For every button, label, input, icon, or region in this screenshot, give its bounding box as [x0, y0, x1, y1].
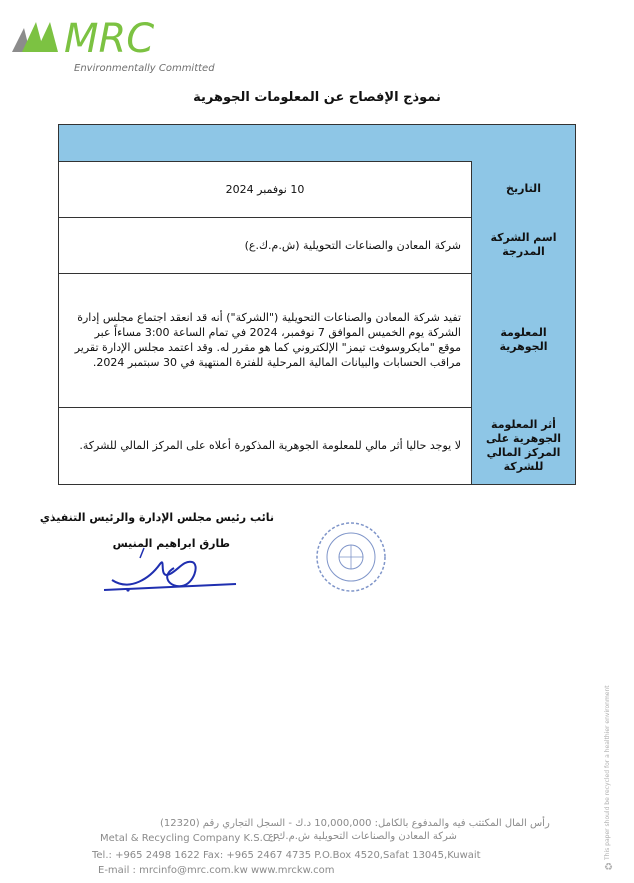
table-row-company — [59, 217, 575, 274]
footer-company-en: Metal & Recycling Company K.S.C.P. — [100, 833, 281, 844]
footer-web: E-mail : mrcinfo@mrc.com.kw www.mrckw.com — [98, 865, 335, 876]
logo-wordmark: MRC — [64, 16, 155, 58]
table-header-band — [59, 125, 575, 162]
table-row-financial-impact — [59, 407, 575, 484]
company-value: شركة المعادن والصناعات التحويلية (ش.م.ك.ع) — [244, 238, 461, 252]
footer-contact: Tel.: +965 2498 1622 Fax: +965 2467 4735 P.O.Box 4520,Safat 13045,Kuwait — [92, 850, 481, 861]
date-value: 10 نوفمبر 2024 — [225, 182, 305, 196]
company-stamp — [314, 520, 388, 594]
recycled-note: This paper should be recycled for a healthier environment — [604, 685, 611, 860]
table-row-material-info — [59, 273, 575, 408]
page-title: نموذج الإفصاح عن المعلومات الجوهرية — [193, 90, 441, 105]
footer-company-ar: شركة المعادن والصناعات التحويلية ش.م.ك.ع — [268, 831, 457, 842]
mrc-logo — [10, 14, 190, 58]
financial-impact-value: لا يوجد حاليا أثر مالي للمعلومة الجوهرية المذكورة أعلاه على المركز المالي للشركة. — [79, 439, 461, 452]
financial-impact-label: أثر المعلومة الجوهرية على المركز المالي للشركة — [471, 407, 575, 484]
disclosure-table — [58, 124, 576, 485]
material-info-value: تفيد شركة المعادن والصناعات التحويلية ("الشركة") أنه قد انعقد اجتماع مجلس إدارة الشركة يوم الخميس الموافق 7 نوفمبر، 2024 في تمام الساعة 3:00 مساءاً عبر موقع "مايكروسوفت تيمز" الإلكتروني كما هو مقرر له. وقد اعتمد مجلس الإدارة تقرير مراقب الحسابات والبيانات المالية المرحلية للفترة المنتهية في 30 سبتمبر 2024. — [74, 311, 461, 369]
material-info-label: المعلومة الجوهرية — [471, 273, 575, 407]
logo-tagline: Environmentally Committed — [74, 63, 215, 74]
signatory-title: نائب رئيس مجلس الإدارة والرئيس التنفيذي — [39, 511, 274, 524]
recycle-icon: ♻ — [604, 862, 613, 873]
signatory-name: طارق ابراهيم المنيس — [112, 537, 230, 550]
table-row-date — [59, 161, 575, 218]
handwritten-signature — [100, 540, 240, 600]
footer-capital: رأس المال المكتتب فيه والمدفوع بالكامل: 10,000,000 د.ك - السجل التجاري رقم (12320) — [160, 818, 550, 829]
date-label: التاريخ — [471, 161, 575, 217]
company-label: اسم الشركة المدرجة — [471, 217, 575, 273]
